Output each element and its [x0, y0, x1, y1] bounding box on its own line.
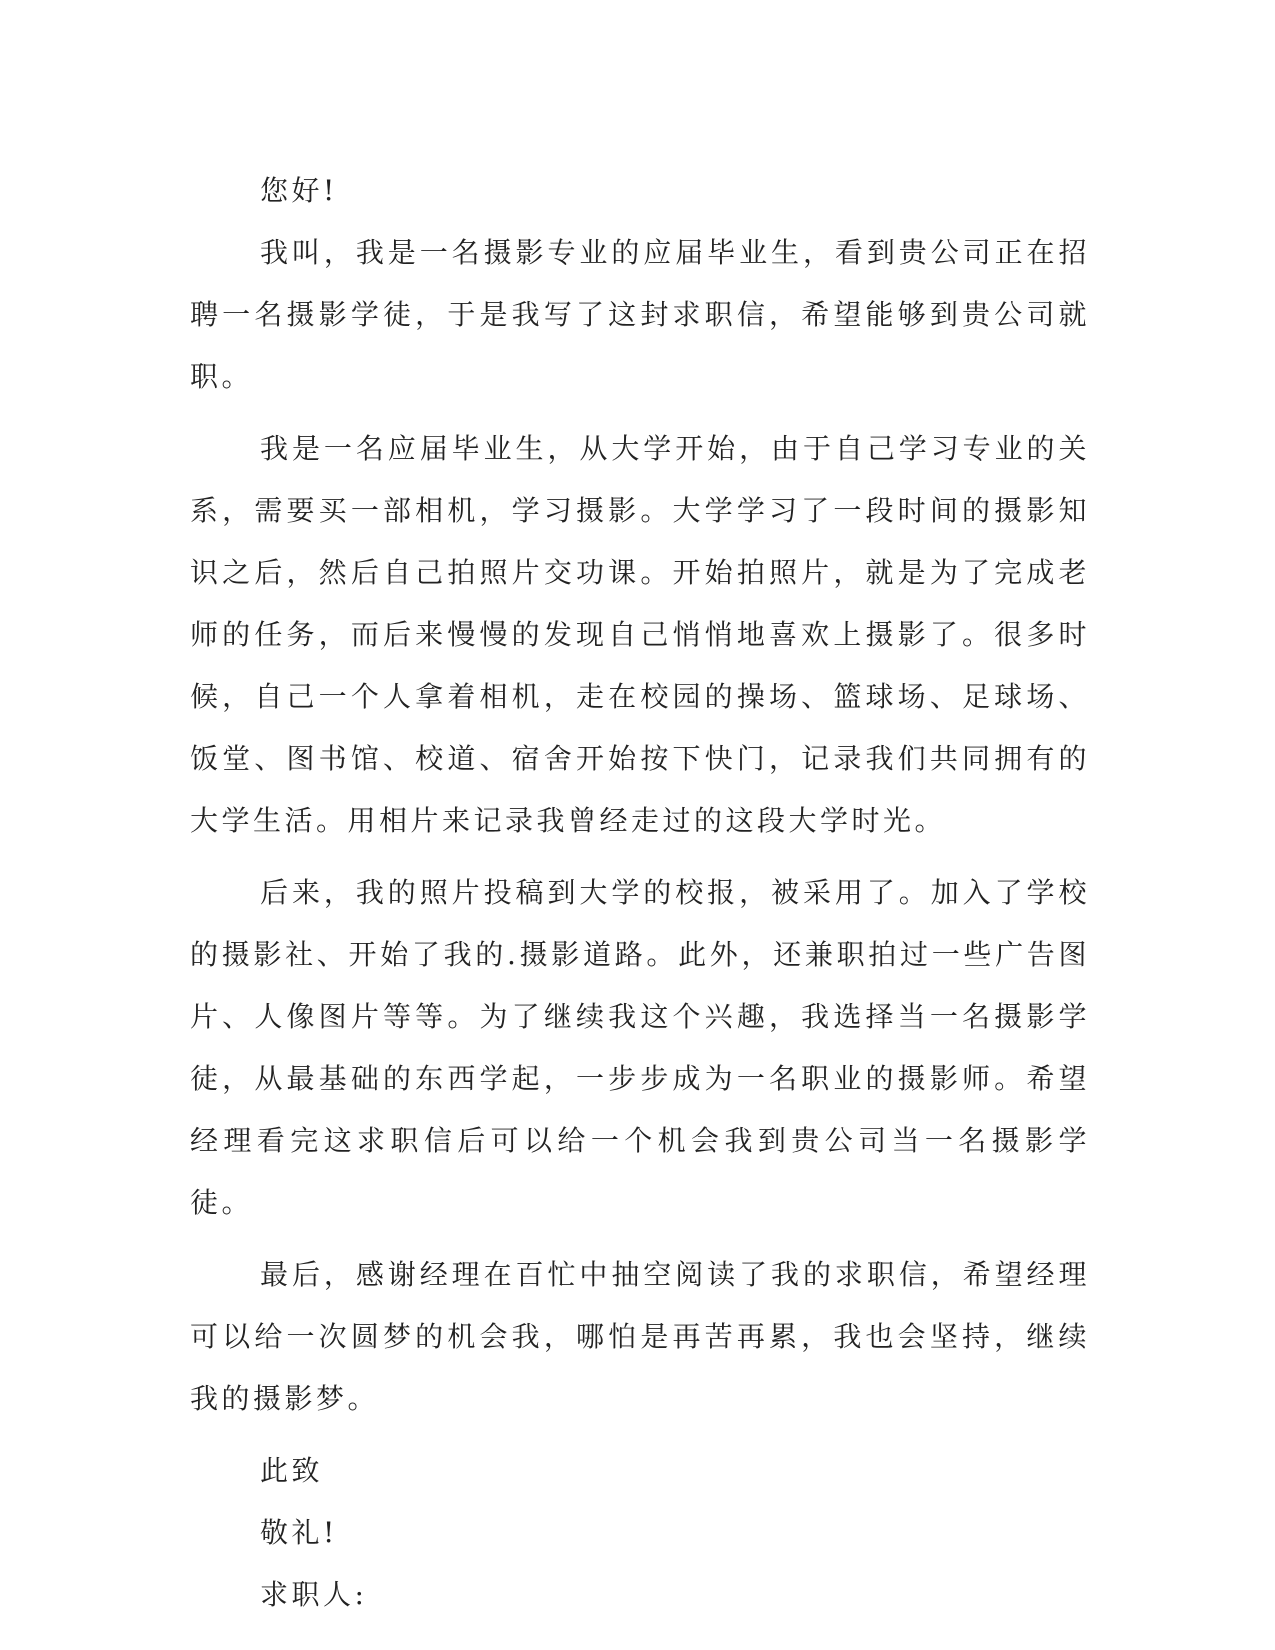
closing-regards: 敬礼!	[260, 1516, 338, 1549]
greeting: 您好!	[260, 174, 338, 207]
signature-label: 求职人:	[260, 1578, 368, 1611]
paragraph-background: 我是一名应届毕业生，从大学开始，由于自己学习专业的关系，需要买一部相机，学习摄影。大学学习了一段时间的摄影知识之后，然后自己拍照片交功课。开始拍照片，就是为了完成老师的任务，而后来慢慢的发现自己悄悄地喜欢上摄影了。很多时候，自己一个人拿着相机，走在校园的操场、篮球场、足球场、饭堂、图书馆、校道、宿舍开始按下快门，记录我们共同拥有的大学生活。用相片来记录我曾经走过的这段大学时光。	[190, 432, 1090, 837]
paragraph-experience: 后来，我的照片投稿到大学的校报，被采用了。加入了学校的摄影社、开始了我的.摄影道路。此外，还兼职拍过一些广告图片、人像图片等等。为了继续我这个兴趣，我选择当一名摄影学徒，从最基础的东西学起，一步步成为一名职业的摄影师。希望经理看完这求职信后可以给一个机会我到贵公司当一名摄影学徒。	[190, 876, 1090, 1219]
letter-body	[190, 160, 1090, 1626]
closing-salutation: 此致	[260, 1454, 324, 1487]
paragraph-intro: 我叫，我是一名摄影专业的应届毕业生，看到贵公司正在招聘一名摄影学徒，于是我写了这封求职信，希望能够到贵公司就职。	[190, 236, 1090, 393]
paragraph-thanks: 最后，感谢经理在百忙中抽空阅读了我的求职信，希望经理可以给一次圆梦的机会我，哪怕是再苦再累，我也会坚持，继续我的摄影梦。	[190, 1258, 1090, 1415]
